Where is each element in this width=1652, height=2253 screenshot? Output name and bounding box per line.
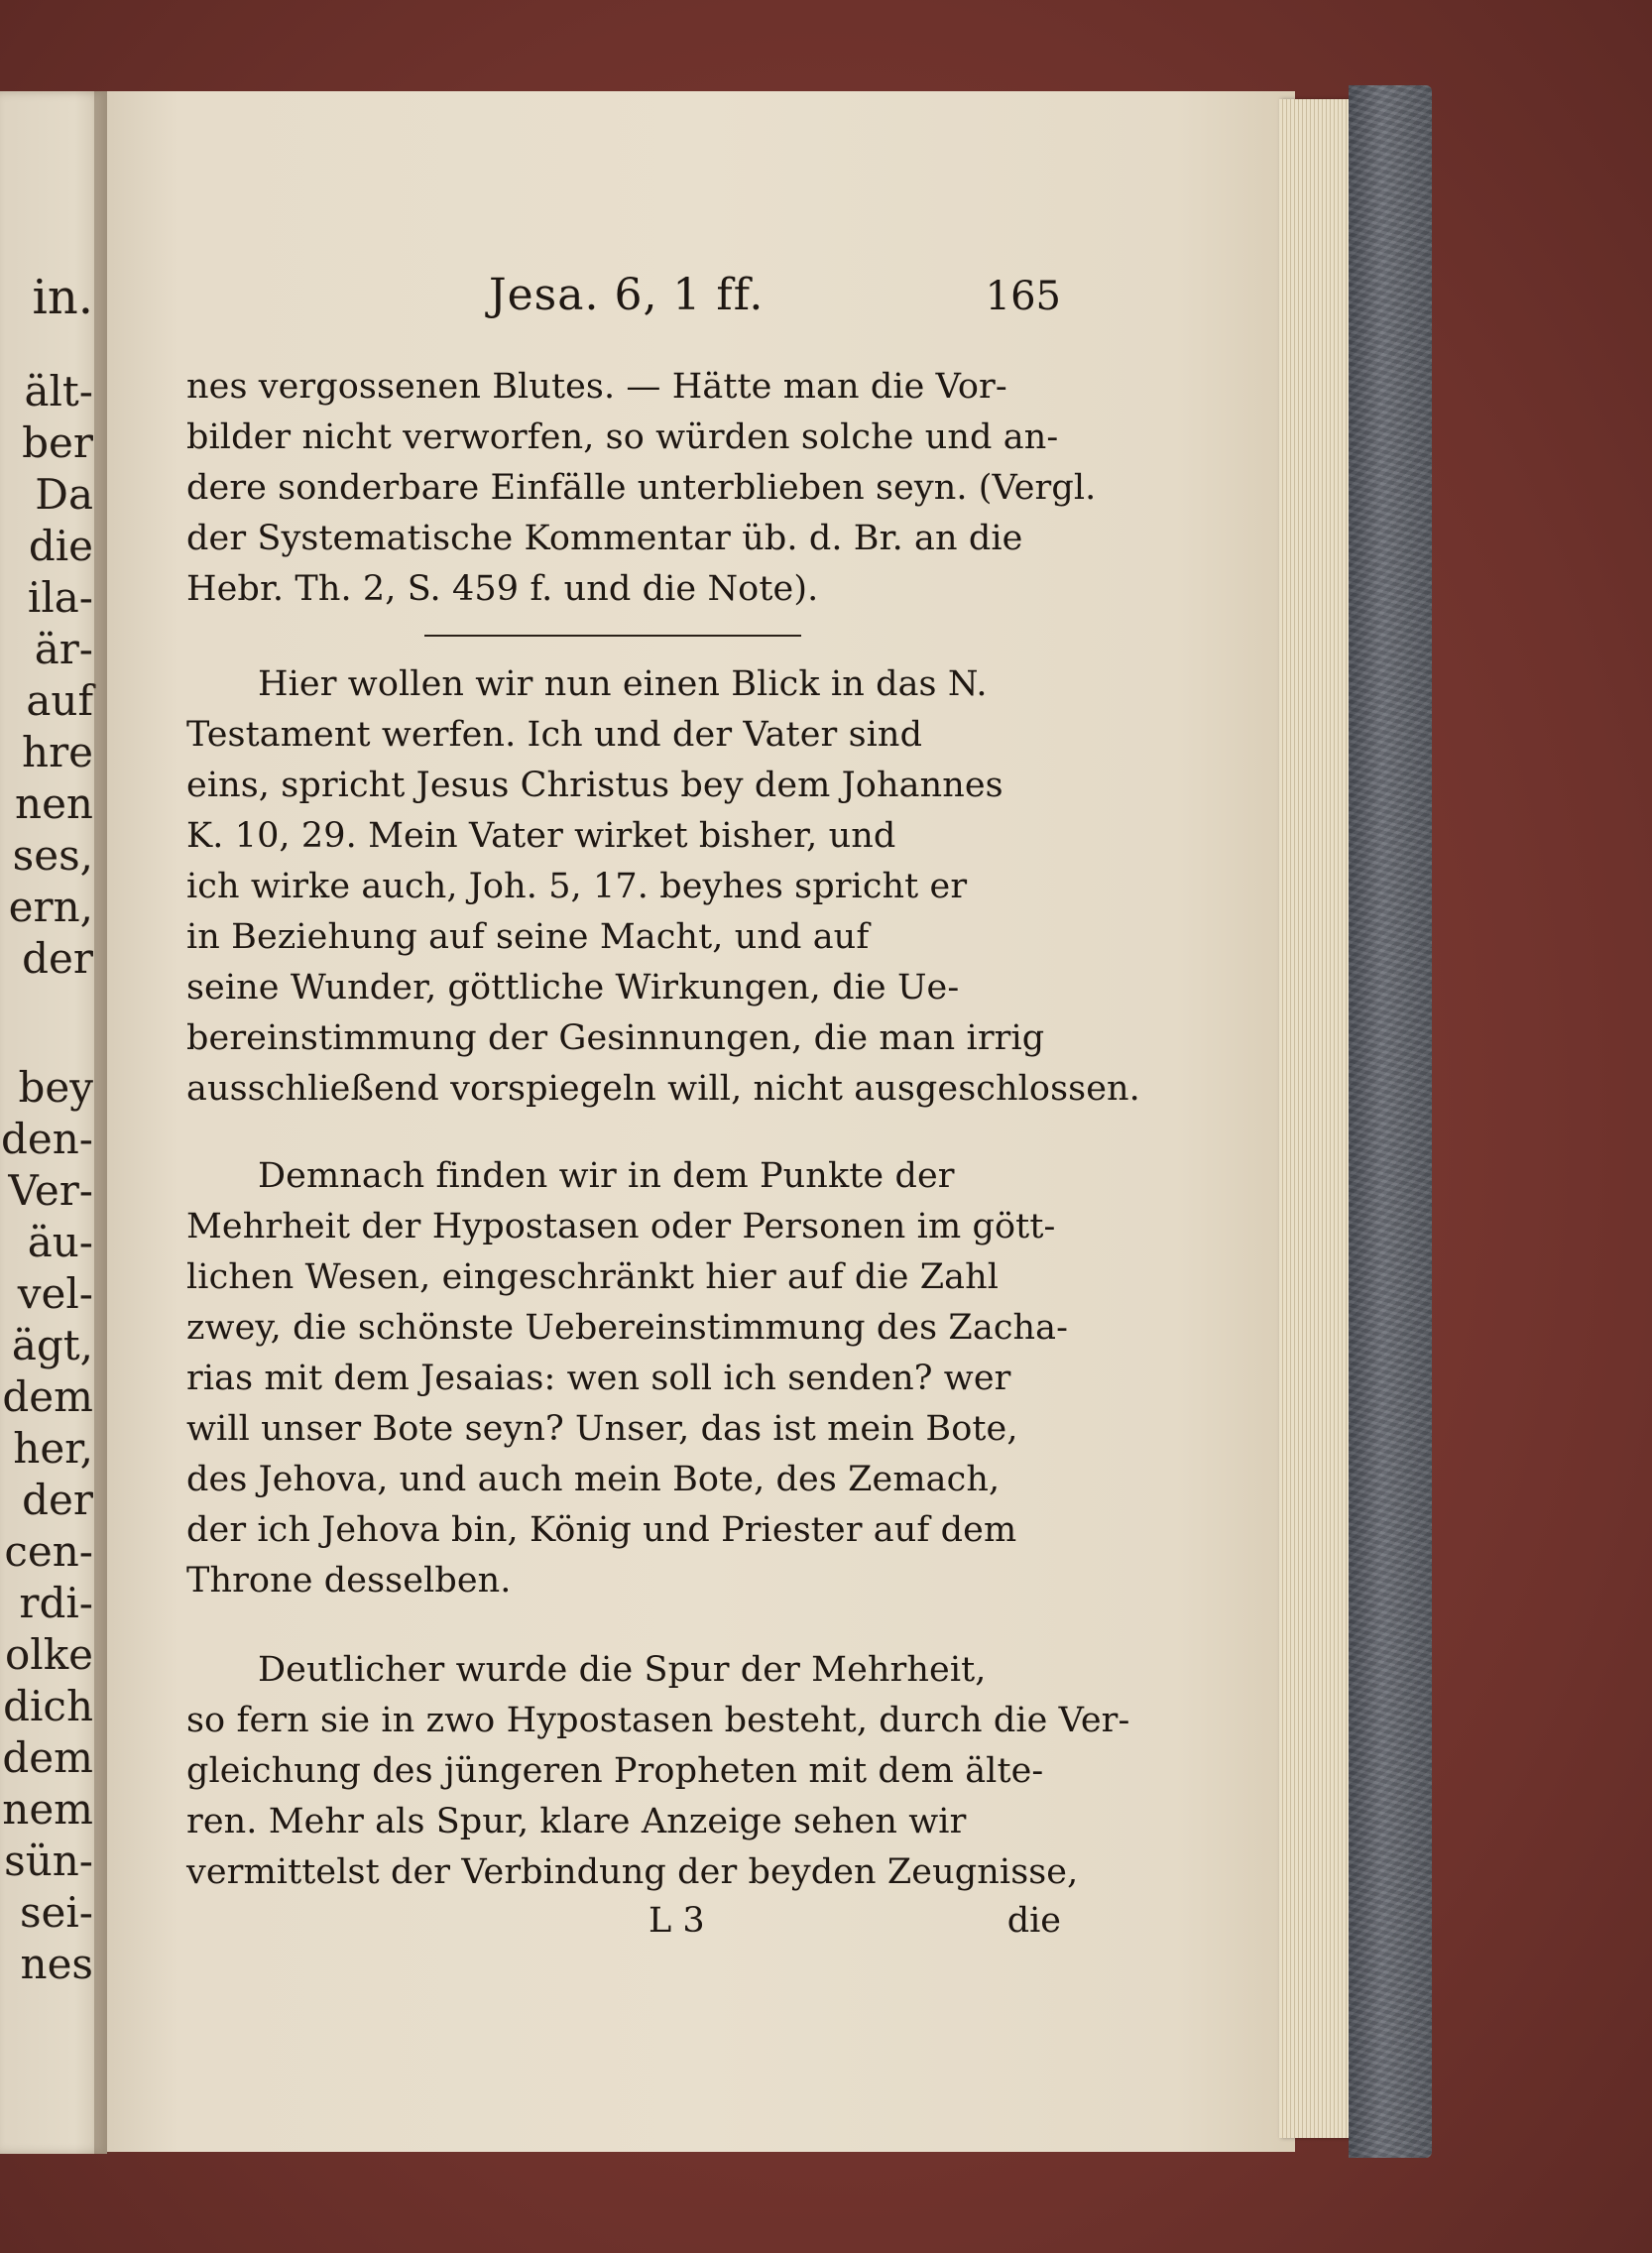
left-page-fragment: der [22, 1476, 93, 1524]
text-line: in Beziehung auf seine Macht, und auf [186, 917, 870, 957]
text-line: Hier wollen wir nun einen Blick in das N. [258, 664, 988, 704]
left-page-fragment: die [28, 522, 93, 570]
left-page-fragment: Da [35, 470, 93, 519]
text-line: eins, spricht Jesus Christus bey dem Johannes [186, 766, 1003, 805]
text-line: K. 10, 29. Mein Vater wirket bisher, und [186, 816, 896, 856]
text-line: vermittelst der Verbindung der beyden Zeugnisse, [186, 1852, 1079, 1892]
text-line: zwey, die schönste Uebereinstimmung des Zacha- [186, 1308, 1069, 1348]
text-line: gleichung des jüngeren Propheten mit dem älte- [186, 1751, 1044, 1791]
left-page-fragment: är- [34, 625, 93, 673]
page-number: 165 [985, 274, 1061, 319]
left-page-fragment: der [22, 934, 93, 983]
left-page-fragment: auf [26, 676, 93, 725]
running-title: Jesa. 6, 1 ff. [489, 270, 765, 320]
left-page-fragment: vel- [17, 1269, 93, 1318]
text-line: der Systematische Kommentar üb. d. Br. an die [186, 519, 1023, 558]
left-page-fragment: olke [4, 1630, 93, 1679]
left-page-fragment: ses, [12, 831, 93, 880]
text-line: Mehrheit der Hypostasen oder Personen im gött- [186, 1207, 1056, 1246]
left-page-fragment: in. [32, 270, 93, 325]
left-page-fragment: cen- [4, 1527, 93, 1576]
left-page-fragment: dem [2, 1372, 93, 1421]
left-page-fragment: den- [1, 1115, 93, 1163]
left-page-fragment: sei- [19, 1888, 93, 1937]
text-line: ich wirke auch, Joh. 5, 17. beyhes spricht er [186, 867, 968, 906]
text-line: Testament werfen. Ich und der Vater sind [186, 715, 923, 755]
section-rule [424, 635, 801, 637]
left-page-fragment: ila- [27, 573, 93, 622]
text-line: Deutlicher wurde die Spur der Mehrheit, [258, 1650, 987, 1690]
left-page-fragment: nen [15, 779, 93, 828]
left-page-fragment: ber [22, 418, 93, 467]
left-page-fragment: her, [13, 1424, 93, 1473]
left-page-fragment: hre [22, 728, 93, 776]
text-line: nes vergossenen Blutes. — Hätte man die Vor- [186, 367, 1007, 407]
text-line: will unser Bote seyn? Unser, das ist mein Bote, [186, 1409, 1018, 1449]
text-line: Throne desselben. [186, 1561, 512, 1601]
book-cover [1349, 85, 1432, 2158]
left-page-fragment: sün- [4, 1837, 93, 1885]
left-page-fragment: ält- [24, 367, 93, 415]
left-page [0, 91, 107, 2154]
left-page-fragment: dem [2, 1733, 93, 1782]
running-head [186, 270, 1061, 329]
text-line: seine Wunder, göttliche Wirkungen, die Ue- [186, 968, 960, 1008]
page-edges [1279, 99, 1357, 2138]
text-line: Demnach finden wir in dem Punkte der [258, 1156, 955, 1196]
text-line: bereinstimmung der Gesinnungen, die man irrig [186, 1018, 1045, 1058]
text-line: Hebr. Th. 2, S. 459 f. und die Note). [186, 569, 819, 609]
left-page-fragment: bey [18, 1063, 93, 1112]
left-page-fragment: äu- [27, 1218, 93, 1266]
text-line: lichen Wesen, eingeschränkt hier auf die Zahl [186, 1257, 1000, 1297]
text-line: bilder nicht verworfen, so würden solche und an- [186, 417, 1059, 457]
text-line: ren. Mehr als Spur, klare Anzeige sehen wir [186, 1802, 967, 1841]
left-page-fragment: nem [2, 1785, 93, 1834]
left-page-fragment: ägt, [11, 1321, 93, 1369]
left-page-fragment: ern, [8, 883, 93, 931]
text-line: des Jehova, und auch mein Bote, des Zemach, [186, 1460, 1001, 1499]
text-line: ausschließend vorspiegeln will, nicht ausgeschlossen. [186, 1069, 1140, 1109]
left-page-fragment: rdi- [19, 1579, 93, 1627]
left-page-fragment: dich [3, 1682, 93, 1730]
text-line: rias mit dem Jesaias: wen soll ich senden? wer [186, 1359, 1011, 1398]
left-page-fragment: nes [20, 1940, 93, 1988]
signature-mark: L 3 [649, 1901, 705, 1941]
left-page-fragment: Ver- [8, 1166, 93, 1215]
text-line: der ich Jehova bin, König und Priester auf dem [186, 1510, 1017, 1550]
catchword: die [1006, 1901, 1061, 1941]
text-line: dere sonderbare Einfälle unterblieben seyn. (Vergl. [186, 468, 1097, 508]
text-line: so fern sie in zwo Hypostasen besteht, durch die Ver- [186, 1701, 1130, 1740]
